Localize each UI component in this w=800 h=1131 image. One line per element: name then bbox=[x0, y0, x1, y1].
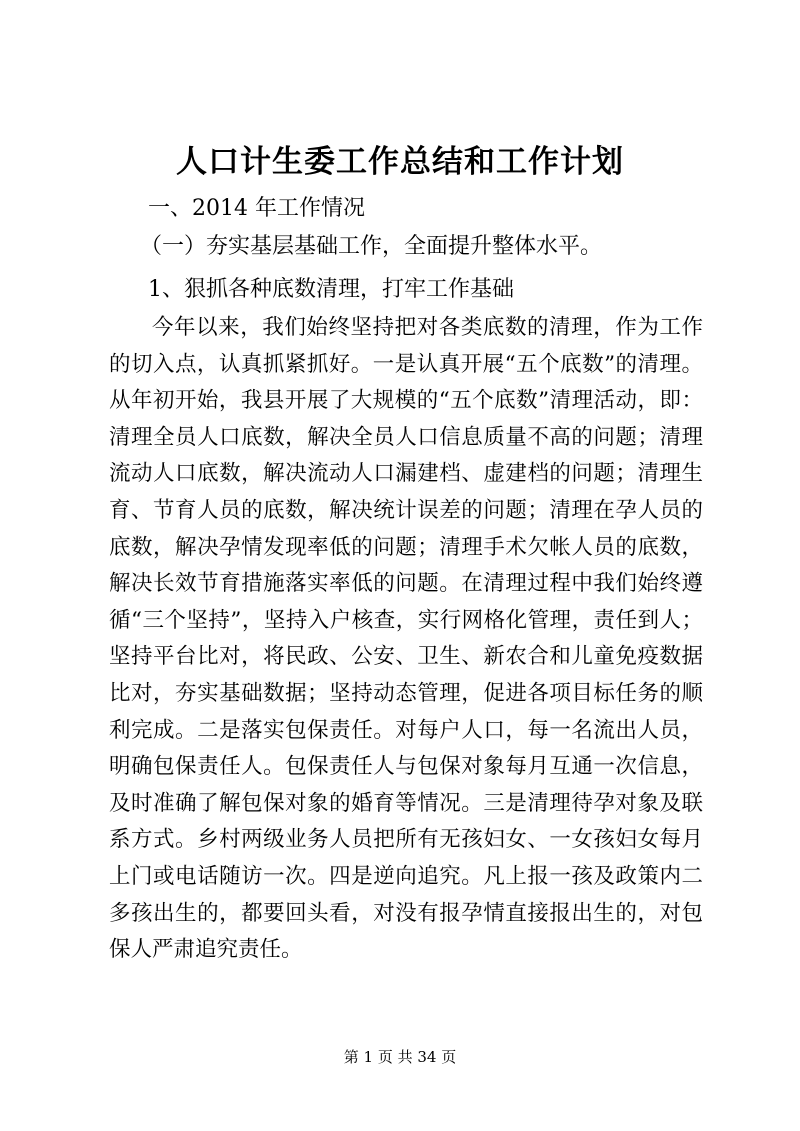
section-heading: 一、2014 年工作情况 bbox=[148, 196, 365, 221]
subsection-heading: （一）夯实基层基础工作，全面提升整体水平。 bbox=[140, 234, 603, 259]
page-footer: 第 1 页 共 34 页 bbox=[343, 1048, 457, 1066]
item-heading: 1、狠抓各种底数清理，打牢工作基础 bbox=[148, 277, 514, 302]
document-title: 人口计生委工作总结和工作计划 bbox=[176, 144, 624, 180]
body-paragraph: 今年以来，我们始终坚持把对各类底数的清理，作为工作的切入点，认真抓紧抓好。一是认真开展“五个底数”的清理。从年初开始，我县开展了大规模的“五个底数”清理活动，即：清理全员人口底数，解决全员人口信息质量不高的问题；清理流动人口底数，解决流动人口漏建档、虚建档的问题；清理生育、节育人员的底数，解决统计误差的问题；清理在孕人员的底数，解决孕情发现率低的问题；清理手术欠帐人员的底数，解决长效节育措施落实率低的问题。在清理过程中我们始终遵循“三个坚持”，坚持入户核查，实行网格化管理，责任到人；坚持平台比对，将民政、公安、卫生、新农合和儿童免疫数据比对，夯实基础数据；坚持动态管理，促进各项目标任务的顺利完成。二是落实包保责任。对每户人口，每一名流出人员，明确包保责任人。包保责任人与包保对象每月互通一次信息，及时准确了解包保对象的婚育等情况。三是清理待孕对象及联系方式。乡村两级业务人员把所有无孩妇女、一女孩妇女每月上门或电话随访一次。四是逆向追究。凡上报一孩及政策内二多孩出生的，都要回头看，对没有报孕情直接报出生的，对包保人严肃追究责任。 bbox=[109, 315, 703, 963]
